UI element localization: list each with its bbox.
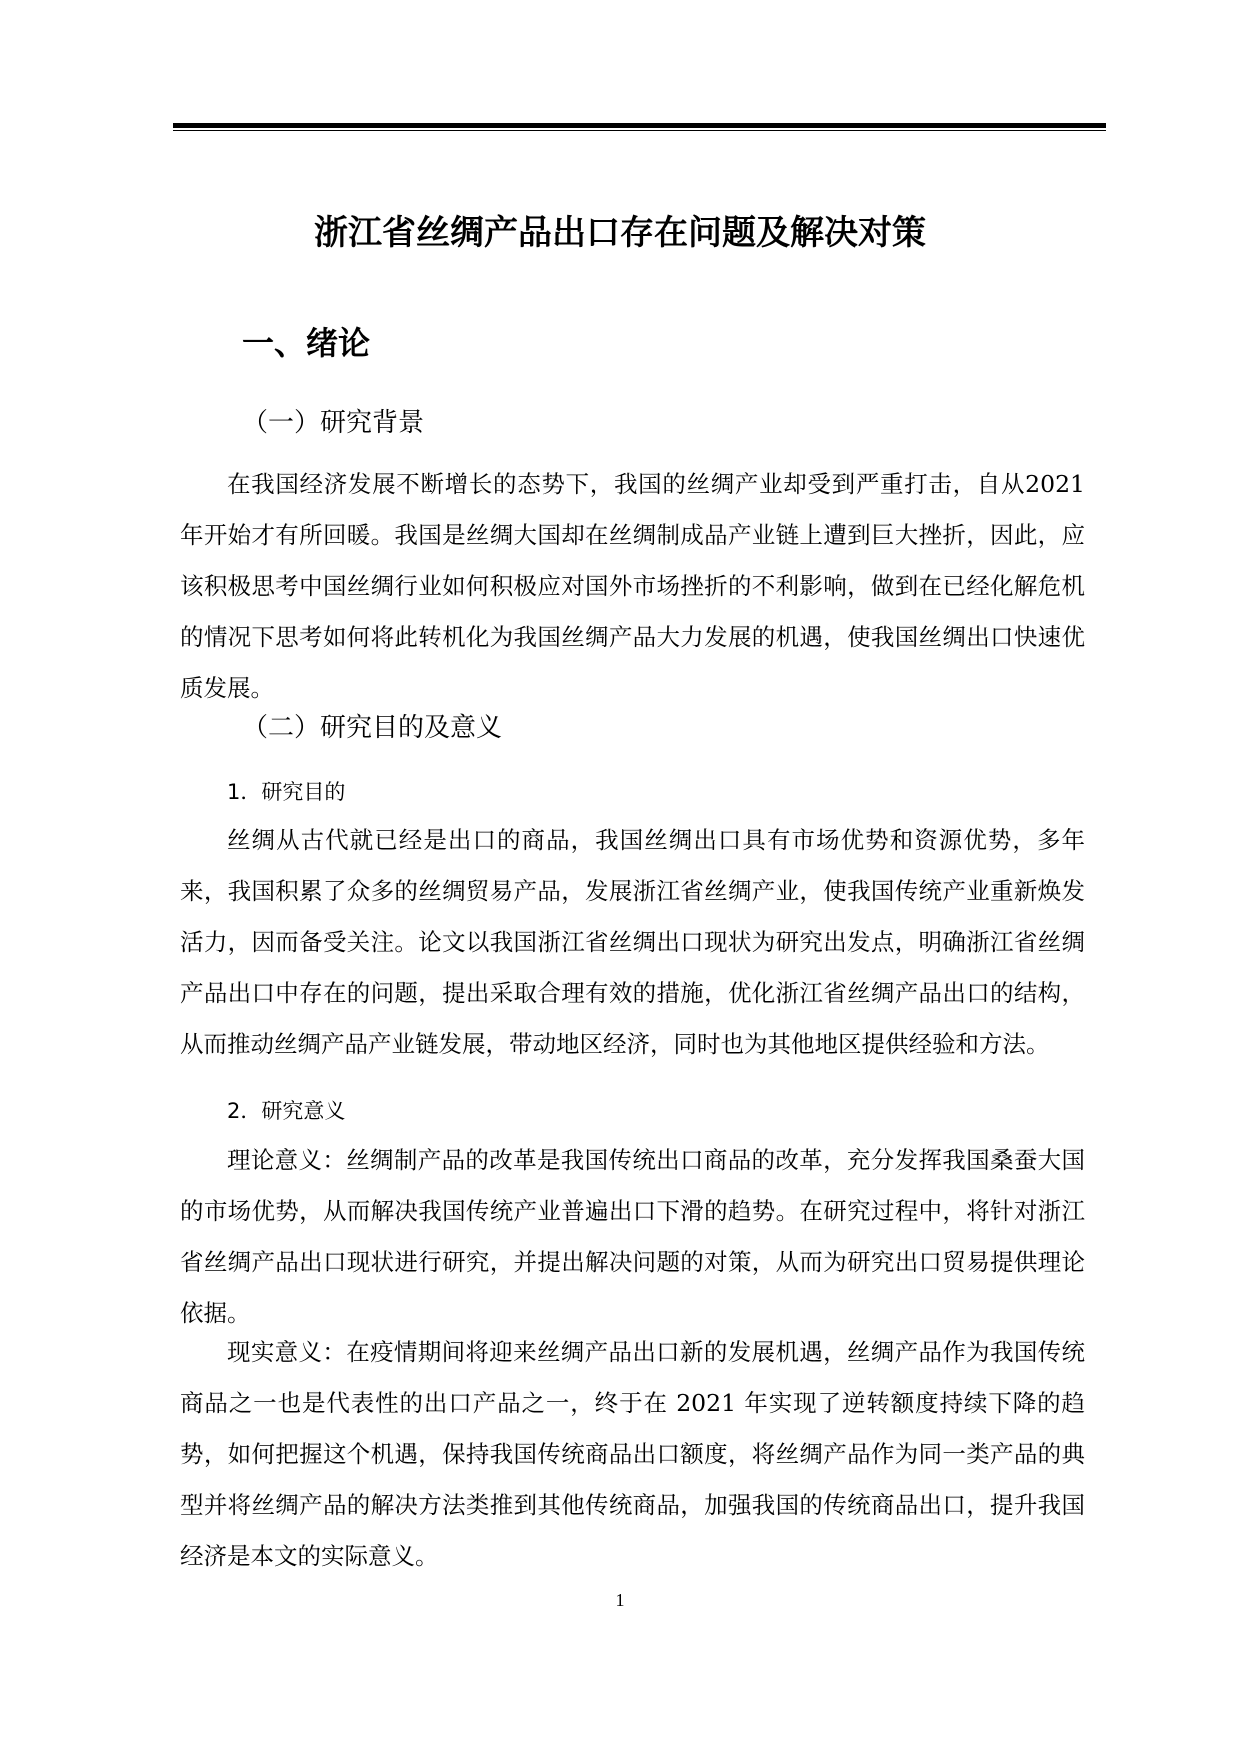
subsection-heading-background: （一）研究背景 [242, 408, 425, 438]
item-heading-significance: 2．研究意义 [227, 1099, 346, 1123]
paragraph-background: 在我国经济发展不断增长的态势下，我国的丝绸产业却受到严重打击，自从2021 年开始才有所回暖。我国是丝绸大国却在丝绸制成品产业链上遭到巨大挫折，因此，应该积极思考中国丝绸行业如何积极应对国外市场挫折的不利影响，做到在已经化解危机的情况下思考如何将此转机化为我国丝绸产品大力发展的机遇，使我国丝绸出口快速优质发展。 [180, 470, 1085, 702]
header-rule-thin [173, 130, 1106, 131]
paragraph-practical-significance: 现实意义：在疫情期间将迎来丝绸产品出口新的发展机遇，丝绸产品作为我国传统商品之一也是代表性的出口产品之一，终于在 2021 年实现了逆转额度持续下降的趋势，如何把握这个机遇，保持我国传统商品出口额度，将丝绸产品作为同一类产品的典型并将丝绸产品的解决方法类推到其他传统商品，加强我国的传统商品出口，提升我国经济是本文的实际意义。 [180, 1338, 1085, 1570]
subsection-heading-purpose-significance: （二）研究目的及意义 [242, 713, 503, 743]
paragraph-purpose: 丝绸从古代就已经是出口的商品，我国丝绸出口具有市场优势和资源优势，多年来，我国积累了众多的丝绸贸易产品，发展浙江省丝绸产业，使我国传统产业重新焕发活力，因而备受关注。论文以我国浙江省丝绸出口现状为研究出发点，明确浙江省丝绸产品出口中存在的问题，提出采取合理有效的措施，优化浙江省丝绸产品出口的结构，从而推动丝绸产品产业链发展，带动地区经济，同时也为其他地区提供经验和方法。 [180, 826, 1085, 1058]
paper-title: 浙江省丝绸产品出口存在问题及解决对策 [314, 213, 926, 253]
item-heading-purpose: 1．研究目的 [227, 780, 346, 804]
page-number: 1 [615, 1590, 625, 1610]
section-heading-introduction: 一、绪论 [242, 324, 371, 362]
paragraph-theoretical-significance: 理论意义：丝绸制产品的改革是我国传统出口商品的改革，充分发挥我国桑蚕大国的市场优势，从而解决我国传统产业普遍出口下滑的趋势。在研究过程中，将针对浙江省丝绸产品出口现状进行研究，并提出解决问题的对策，从而为研究出口贸易提供理论依据。 [180, 1146, 1085, 1327]
header-rule-thick [173, 123, 1106, 128]
